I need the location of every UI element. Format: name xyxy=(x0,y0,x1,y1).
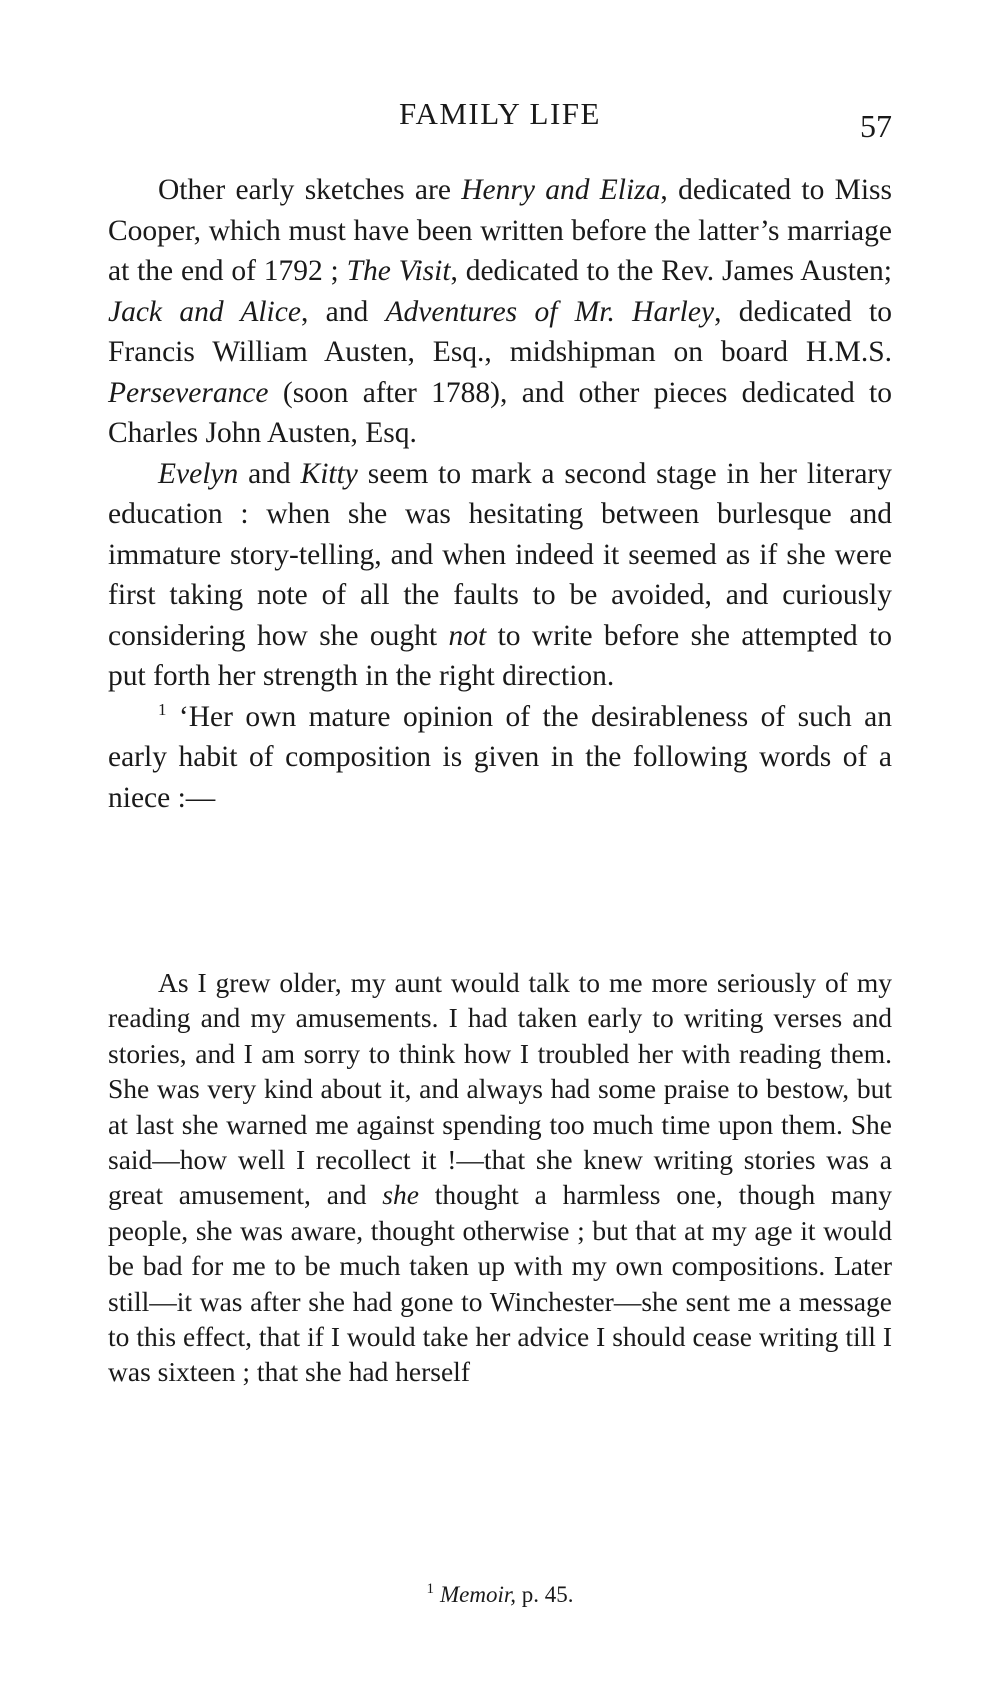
italic-text: she xyxy=(382,1179,419,1211)
paragraph: Other early sketches are Henry and Eliza, dedicated to Miss Cooper, which must have been written before the latter’s marriage at the end of 1792 ; The Visit, dedicated to the Rev. James Austen; Jack and Alice, and Adventures of Mr. Harley, dedicated to Francis William Austen, Esq., midshipman on board H.M.S. Perseverance (soon after 1788), and other pieces dedicated to Charles John Austen, Esq. xyxy=(108,174,892,449)
page-number: 57 xyxy=(860,108,892,144)
italic-text: Jack and Alice xyxy=(108,295,301,328)
body-text xyxy=(108,170,892,818)
footnote-page: p. 45. xyxy=(516,1582,574,1607)
footnote-marker: 1 xyxy=(426,1581,434,1598)
italic-text: Evelyn xyxy=(158,457,239,490)
running-head xyxy=(108,96,892,144)
paragraph: $^1$ ‘Her own mature opinion of the desirableness of such an early habit of composition is given in the following words of a niece :— xyxy=(108,699,892,814)
italic-text: not xyxy=(448,619,487,652)
quote-paragraph: As I grew older, my aunt would talk to me more seriously of my reading and my amusements. I had taken early to writing verses and stories, and I am sorry to think how I troubled her with reading them. She was very kind about it, and always had some praise to bestow, but at last she warned me against spending too much time upon them. She said—how well I recollect it !—that she knew writing stories was a great amusement, and she thought a harmless one, though many people, she was aware, thought otherwise ; but that at my age it would be bad for me to be much taken up with my own compositions. Later still—it was after she had gone to Winchester—she sent me a message to this effect, that if I would take her advice I should cease writing till I was sixteen ; that she had herself xyxy=(108,967,893,1388)
page-title: FAMILY LIFE xyxy=(399,96,601,131)
footnote xyxy=(0,1582,1000,1608)
paragraph: Evelyn and Kitty seem to mark a second stage in her literary education : when she was hesitating between burlesque and immature story-telling, and when indeed it seemed as if she were first taking note of all the faults to be avoided, and curiously considering how she ought not to write before she attempted to put forth her strength in the right direction. xyxy=(108,457,893,692)
italic-text: Henry and Eliza xyxy=(461,174,661,206)
footnote-reference: 1 xyxy=(158,699,167,719)
footnote-source: Memoir, xyxy=(439,1582,517,1607)
block-quote xyxy=(108,965,892,1390)
italic-text: Adventures of Mr. Harley xyxy=(385,295,715,328)
italic-text: Perseverance xyxy=(108,376,269,409)
italic-text: The Visit xyxy=(346,255,451,287)
italic-text: Kitty xyxy=(300,457,358,490)
